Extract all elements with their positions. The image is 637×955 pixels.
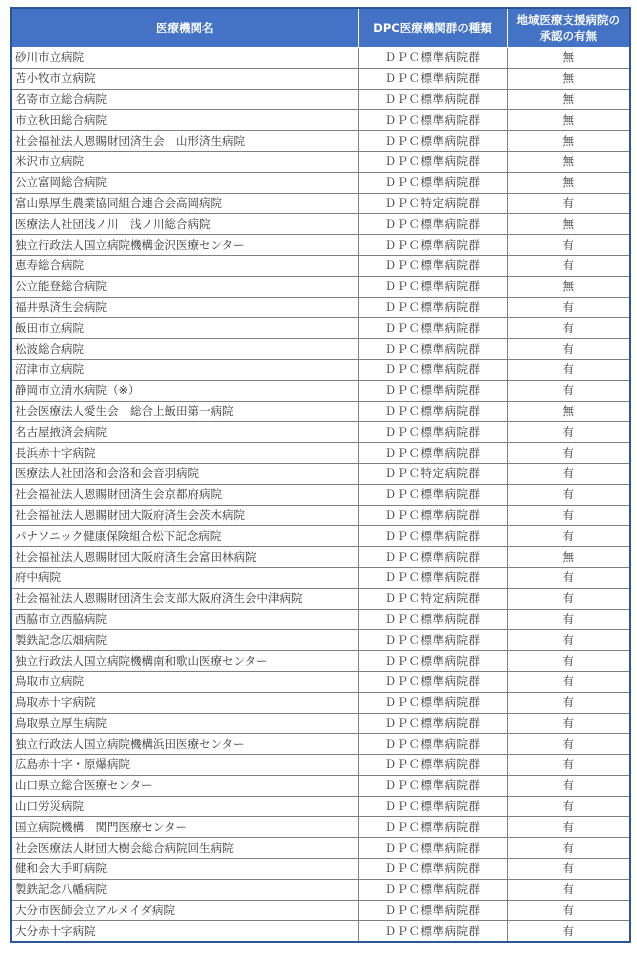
table-row [11,276,630,297]
dpc-group-cell: ＤＰＣ標準病院群 [358,89,507,110]
hospital-name-cell: 社会医療法人愛生会 総合上飯田第一病院 [11,401,358,422]
hospital-name-cell: 苫小牧市立病院 [11,68,358,89]
approval-cell: 有 [507,838,630,859]
approval-cell: 有 [507,921,630,942]
dpc-group-cell: ＤＰＣ標準病院群 [358,609,507,630]
dpc-group-cell: ＤＰＣ標準病院群 [358,276,507,297]
approval-cell: 有 [507,193,630,214]
hospital-name-cell: 大分市医師会立アルメイダ病院 [11,900,358,921]
dpc-group-cell: ＤＰＣ標準病院群 [358,817,507,838]
dpc-group-cell: ＤＰＣ標準病院群 [358,214,507,235]
hospital-name-cell: 米沢市立病院 [11,151,358,172]
approval-cell: 有 [507,775,630,796]
hospital-table-container [10,7,629,943]
dpc-group-cell: ＤＰＣ標準病院群 [358,755,507,776]
dpc-group-cell: ＤＰＣ標準病院群 [358,630,507,651]
approval-cell: 有 [507,630,630,651]
hospital-name-cell: 健和会大手町病院 [11,859,358,880]
dpc-group-cell: ＤＰＣ標準病院群 [358,921,507,942]
hospital-name-cell: 社会福祉法人恩賜財団大阪府済生会富田林病院 [11,547,358,568]
approval-cell: 無 [507,172,630,193]
hospital-name-cell: 公立能登総合病院 [11,276,358,297]
table-row [11,151,630,172]
dpc-group-cell: ＤＰＣ標準病院群 [358,443,507,464]
table-row [11,755,630,776]
hospital-name-cell: 独立行政法人国立病院機構浜田医療センター [11,734,358,755]
hospital-name-cell: 社会医療法人財団大樹会総合病院回生病院 [11,838,358,859]
approval-cell: 有 [507,692,630,713]
approval-cell: 有 [507,463,630,484]
table-row [11,359,630,380]
header-dpc-group: DPC医療機関群の種類 [358,8,507,48]
hospital-name-cell: 飯田市立病院 [11,318,358,339]
table-row [11,255,630,276]
approval-cell: 有 [507,567,630,588]
hospital-name-cell: 府中病院 [11,567,358,588]
dpc-group-cell: ＤＰＣ標準病院群 [358,692,507,713]
table-row [11,339,630,360]
approval-cell: 有 [507,713,630,734]
hospital-name-cell: 福井県済生会病院 [11,297,358,318]
hospital-name-cell: 沼津市立病院 [11,359,358,380]
hospital-name-cell: 独立行政法人国立病院機構金沢医療センター [11,235,358,256]
hospital-name-cell: 恵寿総合病院 [11,255,358,276]
table-row [11,796,630,817]
table-row [11,214,630,235]
dpc-group-cell: ＤＰＣ標準病院群 [358,235,507,256]
hospital-name-cell: 長浜赤十字病院 [11,443,358,464]
dpc-group-cell: ＤＰＣ標準病院群 [358,318,507,339]
approval-cell: 有 [507,484,630,505]
dpc-group-cell: ＤＰＣ標準病院群 [358,359,507,380]
table-row [11,775,630,796]
dpc-group-cell: ＤＰＣ標準病院群 [358,547,507,568]
table-row [11,838,630,859]
hospital-name-cell: 名寄市立総合病院 [11,89,358,110]
table-row [11,671,630,692]
approval-cell: 有 [507,859,630,880]
dpc-group-cell: ＤＰＣ標準病院群 [358,671,507,692]
approval-cell: 無 [507,48,630,69]
hospital-name-cell: 西脇市立西脇病院 [11,609,358,630]
table-row [11,713,630,734]
approval-cell: 有 [507,609,630,630]
approval-cell: 有 [507,422,630,443]
hospital-name-cell: 社会福祉法人恩賜財団済生会支部大阪府済生会中津病院 [11,588,358,609]
dpc-group-cell: ＤＰＣ標準病院群 [358,484,507,505]
dpc-group-cell: ＤＰＣ標準病院群 [358,796,507,817]
dpc-group-cell: ＤＰＣ標準病院群 [358,567,507,588]
dpc-group-cell: ＤＰＣ標準病院群 [358,380,507,401]
table-row [11,505,630,526]
header-row [11,8,630,48]
table-row [11,443,630,464]
table-row [11,131,630,152]
hospital-name-cell: 公立富岡総合病院 [11,172,358,193]
table-row [11,89,630,110]
dpc-group-cell: ＤＰＣ標準病院群 [358,775,507,796]
approval-cell: 有 [507,796,630,817]
table-row [11,547,630,568]
hospital-name-cell: 独立行政法人国立病院機構南和歌山医療センター [11,651,358,672]
table-row [11,567,630,588]
hospital-name-cell: 社会福祉法人恩賜財団大阪府済生会茨木病院 [11,505,358,526]
approval-cell: 有 [507,339,630,360]
table-row [11,734,630,755]
dpc-group-cell: ＤＰＣ標準病院群 [358,110,507,131]
dpc-group-cell: ＤＰＣ標準病院群 [358,172,507,193]
approval-cell: 無 [507,151,630,172]
approval-cell: 有 [507,505,630,526]
approval-cell: 有 [507,671,630,692]
dpc-group-cell: ＤＰＣ標準病院群 [358,859,507,880]
hospital-name-cell: 山口労災病院 [11,796,358,817]
table-row [11,879,630,900]
table-row [11,110,630,131]
table-row [11,588,630,609]
dpc-group-cell: ＤＰＣ標準病院群 [358,68,507,89]
dpc-group-cell: ＤＰＣ標準病院群 [358,879,507,900]
table-row [11,463,630,484]
table-row [11,193,630,214]
dpc-group-cell: ＤＰＣ標準病院群 [358,339,507,360]
approval-cell: 有 [507,734,630,755]
table-row [11,900,630,921]
table-row [11,609,630,630]
hospital-name-cell: 富山県厚生農業協同組合連合会高岡病院 [11,193,358,214]
table-row [11,380,630,401]
dpc-group-cell: ＤＰＣ特定病院群 [358,193,507,214]
table-row [11,297,630,318]
table-row [11,859,630,880]
table-header [11,8,630,48]
dpc-group-cell: ＤＰＣ標準病院群 [358,838,507,859]
approval-cell: 無 [507,547,630,568]
dpc-group-cell: ＤＰＣ標準病院群 [358,713,507,734]
approval-cell: 有 [507,297,630,318]
table-row [11,630,630,651]
hospital-name-cell: 大分赤十字病院 [11,921,358,942]
hospital-name-cell: 名古屋掖済会病院 [11,422,358,443]
approval-cell: 有 [507,235,630,256]
approval-cell: 有 [507,651,630,672]
hospital-name-cell: 社会福祉法人恩賜財団済生会 山形済生病院 [11,131,358,152]
dpc-group-cell: ＤＰＣ標準病院群 [358,422,507,443]
approval-cell: 有 [507,588,630,609]
dpc-group-cell: ＤＰＣ標準病院群 [358,131,507,152]
hospital-name-cell: 広島赤十字・原爆病院 [11,755,358,776]
dpc-group-cell: ＤＰＣ標準病院群 [358,401,507,422]
approval-cell: 無 [507,276,630,297]
approval-cell: 無 [507,110,630,131]
approval-cell: 有 [507,879,630,900]
table-body [11,48,630,943]
dpc-group-cell: ＤＰＣ特定病院群 [358,588,507,609]
approval-cell: 有 [507,380,630,401]
table-row [11,68,630,89]
dpc-group-cell: ＤＰＣ標準病院群 [358,526,507,547]
hospital-name-cell: 静岡市立清水病院（※） [11,380,358,401]
approval-cell: 無 [507,401,630,422]
table-row [11,401,630,422]
dpc-group-cell: ＤＰＣ標準病院群 [358,900,507,921]
table-row [11,817,630,838]
hospital-name-cell: 砂川市立病院 [11,48,358,69]
hospital-name-cell: 鳥取赤十字病院 [11,692,358,713]
hospital-name-cell: 松波総合病院 [11,339,358,360]
table-row [11,692,630,713]
dpc-group-cell: ＤＰＣ標準病院群 [358,297,507,318]
approval-cell: 有 [507,255,630,276]
hospital-name-cell: 鳥取市立病院 [11,671,358,692]
table-row [11,921,630,942]
hospital-name-cell: パナソニック健康保険組合松下記念病院 [11,526,358,547]
approval-cell: 無 [507,214,630,235]
table-row [11,318,630,339]
dpc-group-cell: ＤＰＣ標準病院群 [358,48,507,69]
header-hospital-name: 医療機関名 [11,8,358,48]
approval-cell: 有 [507,900,630,921]
approval-cell: 無 [507,68,630,89]
table-row [11,484,630,505]
hospital-name-cell: 国立病院機構 関門医療センター [11,817,358,838]
hospital-name-cell: 製鉄記念広畑病院 [11,630,358,651]
dpc-group-cell: ＤＰＣ標準病院群 [358,734,507,755]
dpc-group-cell: ＤＰＣ特定病院群 [358,463,507,484]
hospital-table [10,7,631,943]
hospital-name-cell: 製鉄記念八幡病院 [11,879,358,900]
approval-cell: 有 [507,318,630,339]
table-row [11,48,630,69]
table-row [11,172,630,193]
dpc-group-cell: ＤＰＣ標準病院群 [358,505,507,526]
approval-cell: 有 [507,443,630,464]
dpc-group-cell: ＤＰＣ標準病院群 [358,255,507,276]
table-row [11,422,630,443]
table-row [11,235,630,256]
approval-cell: 有 [507,817,630,838]
approval-cell: 無 [507,89,630,110]
hospital-name-cell: 社会福祉法人恩賜財団済生会京都府病院 [11,484,358,505]
table-row [11,651,630,672]
approval-cell: 有 [507,359,630,380]
header-regional-support-approval: 地域医療支援病院の 承認の有無 [507,8,630,48]
approval-cell: 有 [507,755,630,776]
hospital-name-cell: 鳥取県立厚生病院 [11,713,358,734]
hospital-name-cell: 山口県立総合医療センター [11,775,358,796]
hospital-name-cell: 医療法人社団洛和会洛和会音羽病院 [11,463,358,484]
dpc-group-cell: ＤＰＣ標準病院群 [358,651,507,672]
dpc-group-cell: ＤＰＣ標準病院群 [358,151,507,172]
table-row [11,526,630,547]
approval-cell: 無 [507,131,630,152]
approval-cell: 有 [507,526,630,547]
hospital-name-cell: 市立秋田総合病院 [11,110,358,131]
hospital-name-cell: 医療法人社団浅ノ川 浅ノ川総合病院 [11,214,358,235]
